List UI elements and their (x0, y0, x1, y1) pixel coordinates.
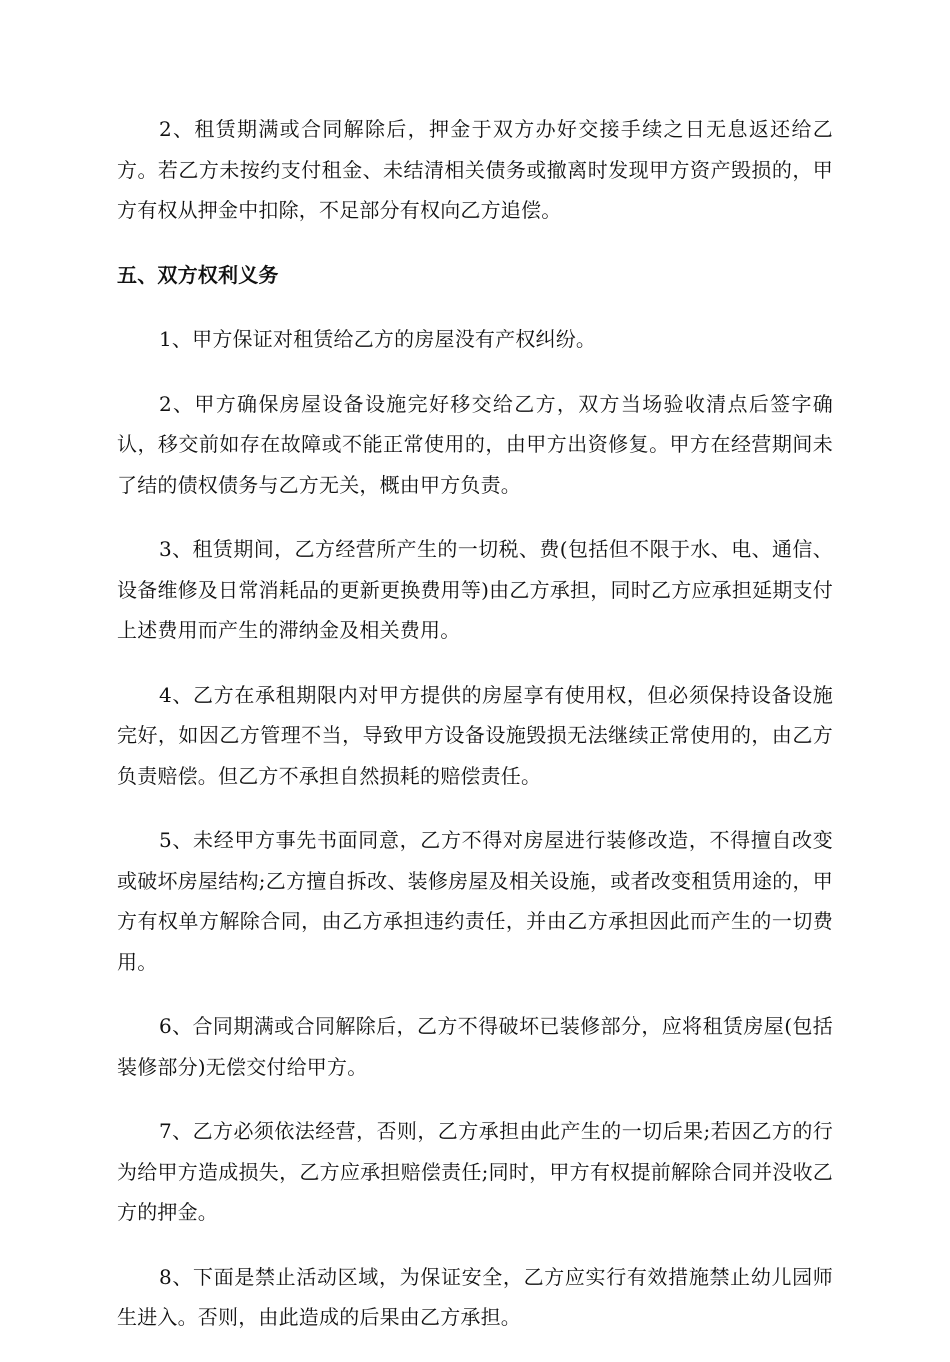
paragraph-item-7: 7、乙方必须依法经营，否则，乙方承担由此产生的一切后果;若因乙方的行为给甲方造成损失，乙方应承担赔偿责任;同时，甲方有权提前解除合同并没收乙方的押金。 (117, 1119, 833, 1224)
paragraph-item-6: 6、合同期满或合同解除后，乙方不得破坏已装修部分，应将租赁房屋(包括装修部分)无偿交付给甲方。 (117, 1014, 833, 1079)
paragraph-deposit-return: 2、租赁期满或合同解除后，押金于双方办好交接手续之日无息返还给乙方。若乙方未按约支付租金、未结清相关债务或撤离时发现甲方资产毁损的，甲方有权从押金中扣除，不足部分有权向乙方追偿。 (117, 117, 833, 222)
section-heading: 五、双方权利义务 (117, 262, 279, 287)
paragraph-item-1: 1、甲方保证对租赁给乙方的房屋没有产权纠纷。 (159, 327, 597, 351)
paragraph-item-2: 2、甲方确保房屋设备设施完好移交给乙方，双方当场验收清点后签字确认，移交前如存在故障或不能正常使用的，由甲方出资修复。甲方在经营期间未了结的债权债务与乙方无关，概由甲方负责。 (117, 391, 833, 497)
document-body (117, 109, 833, 1362)
paragraph-item-4: 4、乙方在承租期限内对甲方提供的房屋享有使用权，但必须保持设备设施完好，如因乙方管理不当，导致甲方设备设施毁损无法继续正常使用的，由乙方负责赔偿。但乙方不承担自然损耗的赔偿责任。 (117, 682, 833, 788)
paragraph-item-3: 3、租赁期间，乙方经营所产生的一切税、费(包括但不限于水、电、通信、设备维修及日常消耗品的更新更换费用等)由乙方承担，同时乙方应承担延期支付上述费用而产生的滞纳金及相关费用。 (117, 537, 833, 642)
paragraph-item-5: 5、未经甲方事先书面同意，乙方不得对房屋进行装修改造，不得擅自改变或破坏房屋结构;乙方擅自拆改、装修房屋及相关设施，或者改变租赁用途的，甲方有权单方解除合同，由乙方承担违约责任，并由乙方承担因此而产生的一切费用。 (117, 828, 833, 974)
paragraph-item-8: 8、下面是禁止活动区域，为保证安全，乙方应实行有效措施禁止幼儿园师生进入。否则，由此造成的后果由乙方承担。 (117, 1264, 833, 1329)
